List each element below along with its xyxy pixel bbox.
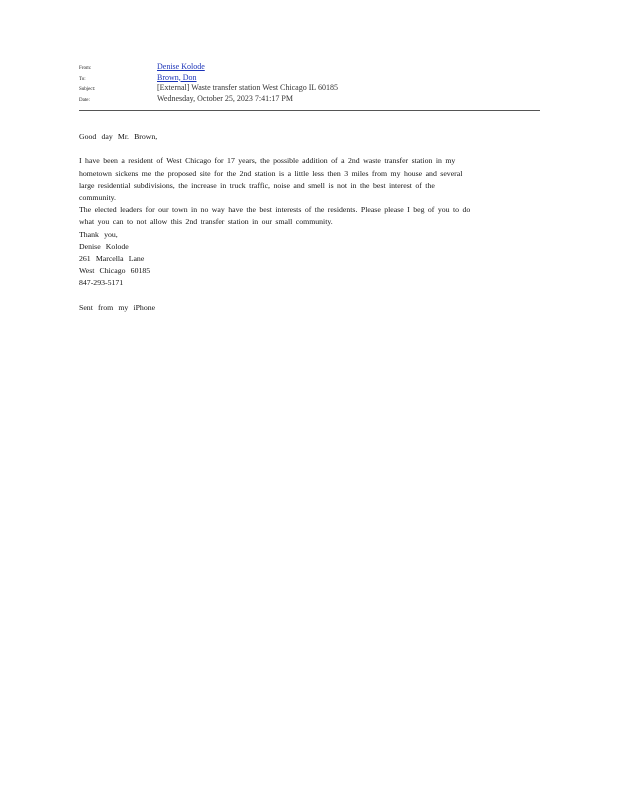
- to-label: To:: [79, 76, 86, 82]
- date-row: [79, 94, 539, 105]
- to-row: [79, 73, 539, 84]
- signature-phone: 847-293-5171: [79, 278, 124, 288]
- paragraph-1-line-4: community.: [79, 192, 116, 202]
- blank-line: [79, 143, 539, 155]
- paragraph-1-line-2: hometown sickens me the proposed site for the 2nd station is a little less then 3 miles from my house and several: [79, 168, 463, 178]
- sent-from-footer: Sent from my iPhone: [79, 302, 156, 312]
- email-body: [79, 131, 539, 314]
- from-label: From:: [79, 66, 92, 71]
- subject-label: Subject:: [79, 87, 96, 92]
- signature-street: 261 Marcella Lane: [79, 253, 145, 263]
- to-link[interactable]: Brown, Don: [157, 72, 197, 82]
- paragraph-1-line-1: I have been a resident of West Chicago for 17 years, the possible addition of a 2nd waste transfer station in my: [79, 156, 456, 166]
- closing: Thank you,: [79, 229, 118, 239]
- paragraph-2-line-1: The elected leaders for our town in no way have the best interests of the residents. Please please I beg of you to do: [79, 205, 471, 215]
- signature-city: West Chicago 60185: [79, 266, 151, 276]
- blank-line: [79, 289, 539, 301]
- paragraph-2-line-2: what you can to not allow this 2nd transfer station in our small community.: [79, 217, 333, 227]
- paragraph-1-line-3: large residential subdivisions, the increase in truck traffic, noise and smell is not in the best interest of the: [79, 180, 435, 190]
- subject-value: [External] Waste transfer station West Chicago IL 60185: [157, 83, 338, 92]
- date-label: Date:: [79, 97, 90, 103]
- greeting: Good day Mr. Brown,: [79, 132, 158, 141]
- from-link[interactable]: Denise Kolode: [157, 62, 205, 71]
- header-divider: [79, 110, 540, 111]
- email-header: [79, 62, 539, 104]
- signature-name: Denise Kolode: [79, 241, 129, 251]
- subject-row: [79, 83, 539, 94]
- date-value: Wednesday, October 25, 2023 7:41:17 PM: [157, 93, 293, 103]
- from-row: [79, 62, 539, 73]
